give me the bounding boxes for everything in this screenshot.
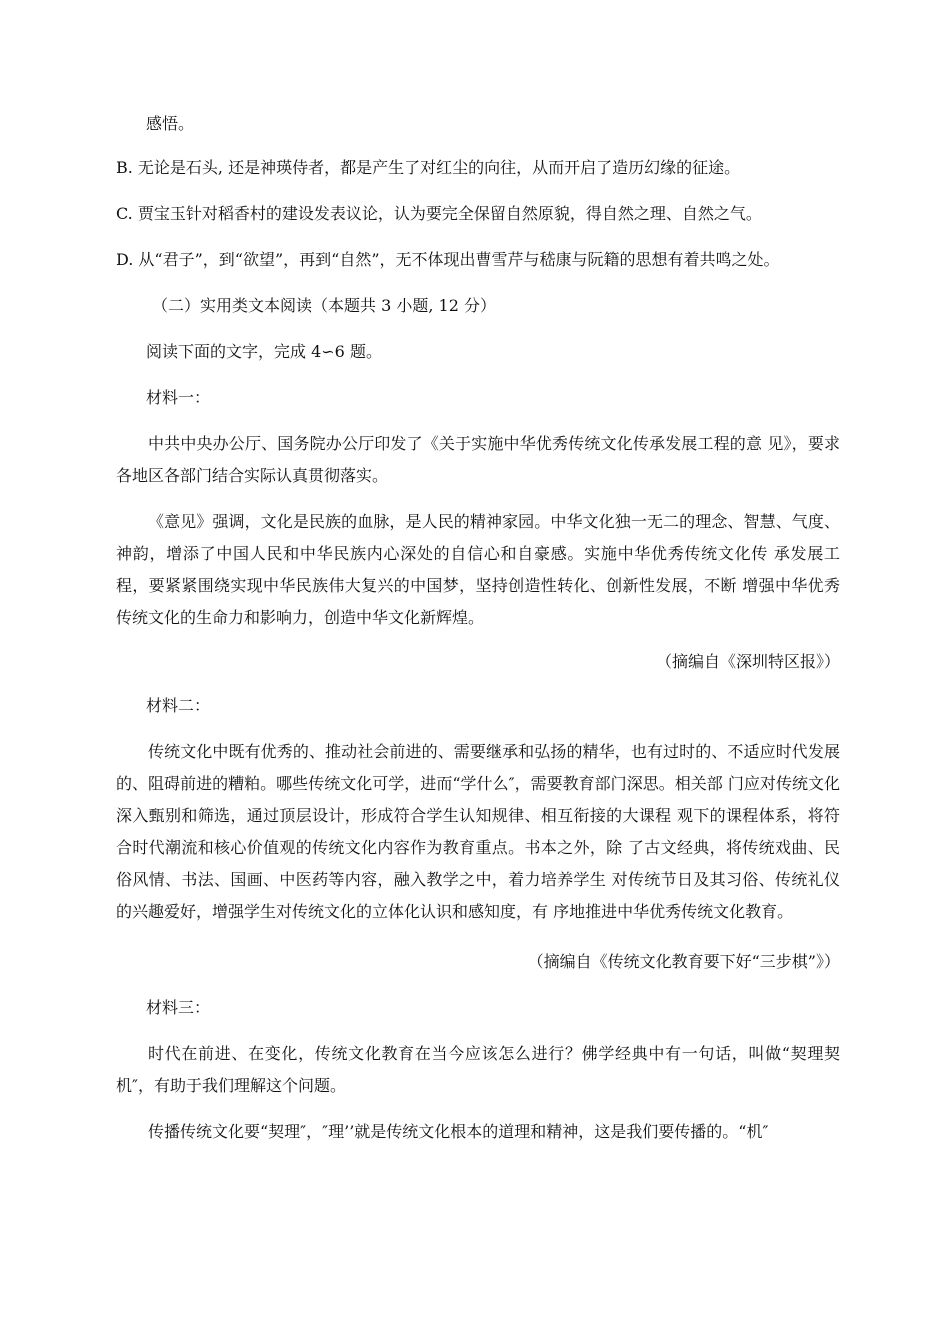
- material-2-label: 材料二：: [146, 696, 211, 715]
- material-3-paragraph-1: 时代在前进、在变化，传统文化教育在当今应该怎么进行？佛学经典中有一句话，叫做“契理契机″，有助于我们理解这个问题。: [116, 1044, 840, 1095]
- material-2-source: （摘编自《传统文化教育要下好“三步棋”》）: [527, 952, 840, 971]
- option-d: D. 从“君子”，到“欲望”，再到“自然”，无不体现出曹雪芹与嵇康与阮籍的思想有着共鸣之处。: [116, 250, 780, 269]
- material-1-source: （摘编自《深圳特区报》）: [655, 652, 840, 671]
- material-1-paragraph-2: 《意见》强调，文化是民族的血脉，是人民的精神家园。中华文化独一无二的理念、智慧、气度、神韵，增添了中国人民和中华民族内心深处的自信心和自豪感。实施中华优秀传统文化传 承发展工程，要紧紧围绕实现中华民族伟大复兴的中国梦，坚持创造性转化、创新性发展，不断 增强中华优秀传统文化的生命力和影响力，创造中华文化新辉煌。: [116, 512, 840, 627]
- option-b: B. 无论是石头, 还是神瑛侍者，都是产生了对红尘的向往，从而开启了造历幻缘的征途。: [116, 158, 741, 177]
- paragraph-continuation: 感悟。: [146, 114, 195, 133]
- material-1-label: 材料一：: [146, 388, 211, 407]
- material-3-paragraph-2: 传播传统文化要“契理″，″理’’就是传统文化根本的道理和精神，这是我们要传播的。“机″: [148, 1122, 769, 1141]
- material-1-paragraph-1: 中共中央办公厅、国务院办公厅印发了《关于实施中华优秀传统文化传承发展工程的意 见》，要求各地区各部门结合实际认真贯彻落实。: [116, 434, 840, 485]
- option-c: C. 贾宝玉针对稻香村的建设发表议论，认为要完全保留自然原貌，得自然之理、自然之气。: [116, 204, 762, 223]
- section-heading: （二）实用类文本阅读（本题共 3 小题, 12 分）: [152, 296, 496, 315]
- material-2-paragraph-1: 传统文化中既有优秀的、推动社会前进的、需要继承和弘扬的精华，也有过时的、不适应时代发展的、阻碍前进的糟粕。哪些传统文化可学，进而“学什么″，需要教育部门深思。相关部 门应对传统文化深入甄别和筛选，通过顶层设计，形成符合学生认知规律、相互衔接的大课程 观下的课程体系，将符合时代潮流和核心价值观的传统文化内容作为教育重点。书本之外，除 了古文经典，将传统戏曲、民俗风情、书法、国画、中医药等内容，融入教学之中，着力培养学生 对传统节日及其习俗、传统礼仪的兴趣爱好，增强学生对传统文化的立体化认识和感知度，有 序地推进中华优秀传统文化教育。: [116, 742, 840, 921]
- material-3-label: 材料三：: [146, 998, 211, 1017]
- instruction: 阅读下面的文字，完成 4∽6 题。: [146, 342, 382, 361]
